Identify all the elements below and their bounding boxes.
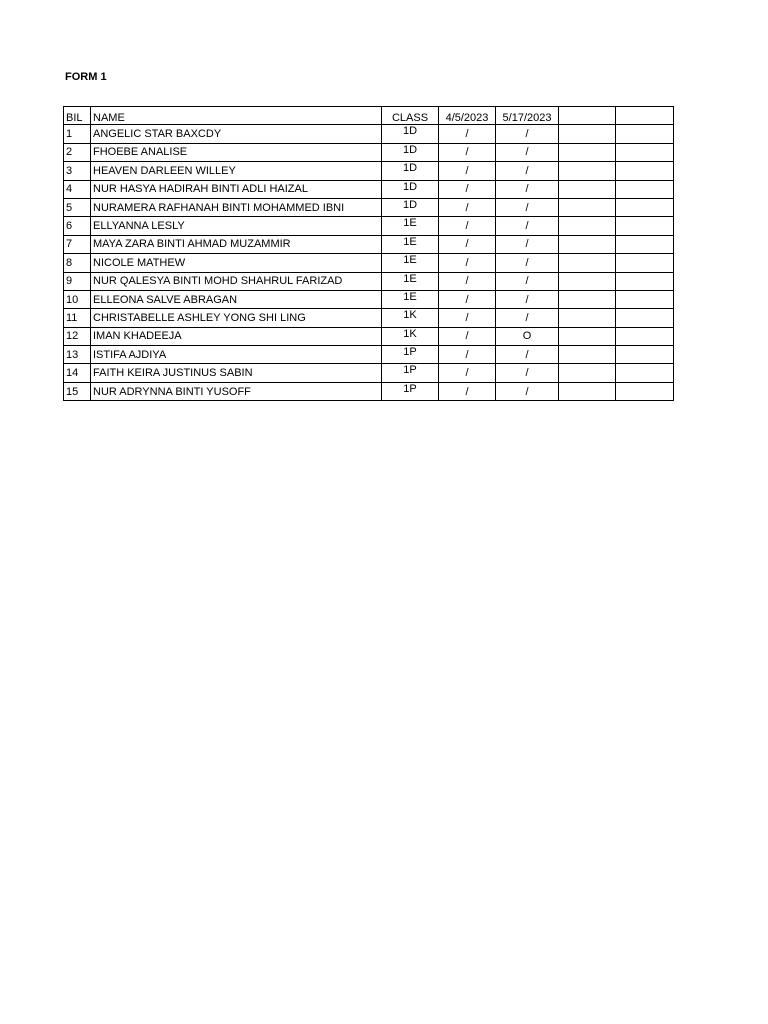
cell-date-2: / — [496, 346, 559, 364]
cell-date-1: / — [439, 290, 496, 308]
cell-date-1: / — [439, 327, 496, 345]
cell-name: MAYA ZARA BINTI AHMAD MUZAMMIR — [91, 235, 382, 253]
cell-class: 1P — [382, 346, 439, 364]
header-class: CLASS — [382, 107, 439, 125]
cell-name: FHOEBE ANALISE — [91, 143, 382, 161]
cell-name: ISTIFA AJDIYA — [91, 346, 382, 364]
cell-date-1: / — [439, 346, 496, 364]
cell-class: 1P — [382, 364, 439, 382]
cell-class: 1D — [382, 162, 439, 180]
cell-class: 1E — [382, 235, 439, 253]
cell-extra-1 — [559, 180, 616, 198]
cell-extra-1 — [559, 327, 616, 345]
cell-extra-2 — [616, 309, 674, 327]
cell-bil: 8 — [64, 254, 91, 272]
table-row — [64, 217, 674, 235]
cell-date-2: / — [496, 309, 559, 327]
cell-extra-1 — [559, 217, 616, 235]
table-row — [64, 346, 674, 364]
cell-bil: 9 — [64, 272, 91, 290]
cell-name: NUR ADRYNNA BINTI YUSOFF — [91, 382, 382, 400]
cell-bil: 15 — [64, 382, 91, 400]
header-bil: BIL — [64, 107, 91, 125]
cell-date-2: / — [496, 254, 559, 272]
cell-extra-1 — [559, 125, 616, 143]
cell-extra-1 — [559, 346, 616, 364]
cell-name: CHRISTABELLE ASHLEY YONG SHI LING — [91, 309, 382, 327]
cell-class: 1P — [382, 382, 439, 400]
cell-class: 1E — [382, 290, 439, 308]
cell-date-1: / — [439, 235, 496, 253]
cell-bil: 7 — [64, 235, 91, 253]
cell-extra-2 — [616, 272, 674, 290]
cell-extra-2 — [616, 198, 674, 216]
table-row — [64, 180, 674, 198]
table-row — [64, 327, 674, 345]
cell-bil: 10 — [64, 290, 91, 308]
cell-bil: 2 — [64, 143, 91, 161]
cell-bil: 4 — [64, 180, 91, 198]
cell-bil: 1 — [64, 125, 91, 143]
cell-extra-1 — [559, 290, 616, 308]
header-extra-2 — [616, 107, 674, 125]
cell-extra-1 — [559, 309, 616, 327]
cell-extra-1 — [559, 143, 616, 161]
cell-date-1: / — [439, 254, 496, 272]
cell-extra-1 — [559, 198, 616, 216]
cell-extra-2 — [616, 180, 674, 198]
cell-class: 1D — [382, 180, 439, 198]
cell-extra-1 — [559, 272, 616, 290]
cell-date-2: / — [496, 272, 559, 290]
cell-name: IMAN KHADEEJA — [91, 327, 382, 345]
cell-date-2: / — [496, 180, 559, 198]
cell-date-2: / — [496, 364, 559, 382]
cell-date-1: / — [439, 272, 496, 290]
cell-bil: 5 — [64, 198, 91, 216]
cell-date-1: / — [439, 198, 496, 216]
cell-extra-2 — [616, 254, 674, 272]
cell-class: 1K — [382, 309, 439, 327]
cell-name: NICOLE MATHEW — [91, 254, 382, 272]
table-row — [64, 382, 674, 400]
table-row — [64, 309, 674, 327]
table-row — [64, 235, 674, 253]
header-row — [64, 107, 674, 125]
cell-class: 1D — [382, 143, 439, 161]
cell-extra-1 — [559, 364, 616, 382]
cell-name: HEAVEN DARLEEN WILLEY — [91, 162, 382, 180]
table-row — [64, 198, 674, 216]
cell-extra-2 — [616, 290, 674, 308]
cell-bil: 12 — [64, 327, 91, 345]
cell-name: NUR QALESYA BINTI MOHD SHAHRUL FARIZAD — [91, 272, 382, 290]
cell-extra-2 — [616, 235, 674, 253]
cell-date-1: / — [439, 162, 496, 180]
cell-extra-2 — [616, 162, 674, 180]
cell-name: ANGELIC STAR BAXCDY — [91, 125, 382, 143]
cell-date-1: / — [439, 364, 496, 382]
cell-extra-1 — [559, 382, 616, 400]
header-extra-1 — [559, 107, 616, 125]
cell-date-1: / — [439, 217, 496, 235]
cell-name: ELLEONA SALVE ABRAGAN — [91, 290, 382, 308]
cell-extra-2 — [616, 327, 674, 345]
cell-date-1: / — [439, 309, 496, 327]
cell-extra-2 — [616, 125, 674, 143]
cell-date-1: / — [439, 382, 496, 400]
cell-bil: 11 — [64, 309, 91, 327]
cell-date-1: / — [439, 143, 496, 161]
cell-class: 1E — [382, 217, 439, 235]
table-row — [64, 364, 674, 382]
cell-date-2: O — [496, 327, 559, 345]
cell-date-2: / — [496, 290, 559, 308]
cell-date-2: / — [496, 235, 559, 253]
cell-name: NURAMERA RAFHANAH BINTI MOHAMMED IBNI — [91, 198, 382, 216]
header-date-2: 5/17/2023 — [496, 107, 559, 125]
cell-extra-1 — [559, 235, 616, 253]
cell-extra-2 — [616, 346, 674, 364]
table-row — [64, 254, 674, 272]
cell-date-2: / — [496, 162, 559, 180]
cell-date-2: / — [496, 382, 559, 400]
cell-class: 1K — [382, 327, 439, 345]
table-row — [64, 272, 674, 290]
cell-date-1: / — [439, 125, 496, 143]
cell-name: ELLYANNA LESLY — [91, 217, 382, 235]
cell-class: 1D — [382, 125, 439, 143]
header-date-1: 4/5/2023 — [439, 107, 496, 125]
cell-date-2: / — [496, 125, 559, 143]
cell-extra-2 — [616, 364, 674, 382]
table-row — [64, 125, 674, 143]
cell-class: 1E — [382, 272, 439, 290]
table-row — [64, 162, 674, 180]
cell-extra-2 — [616, 382, 674, 400]
cell-bil: 3 — [64, 162, 91, 180]
table-row — [64, 143, 674, 161]
table-row — [64, 290, 674, 308]
cell-extra-2 — [616, 217, 674, 235]
cell-extra-2 — [616, 143, 674, 161]
cell-date-2: / — [496, 217, 559, 235]
cell-date-2: / — [496, 198, 559, 216]
cell-class: 1E — [382, 254, 439, 272]
header-name: NAME — [91, 107, 382, 125]
form-title: FORM 1 — [65, 71, 107, 83]
cell-bil: 13 — [64, 346, 91, 364]
cell-class: 1D — [382, 198, 439, 216]
cell-name: FAITH KEIRA JUSTINUS SABIN — [91, 364, 382, 382]
attendance-table — [63, 106, 674, 401]
cell-bil: 14 — [64, 364, 91, 382]
cell-bil: 6 — [64, 217, 91, 235]
cell-extra-1 — [559, 162, 616, 180]
cell-date-2: / — [496, 143, 559, 161]
cell-extra-1 — [559, 254, 616, 272]
cell-date-1: / — [439, 180, 496, 198]
cell-name: NUR HASYA HADIRAH BINTI ADLI HAIZAL — [91, 180, 382, 198]
